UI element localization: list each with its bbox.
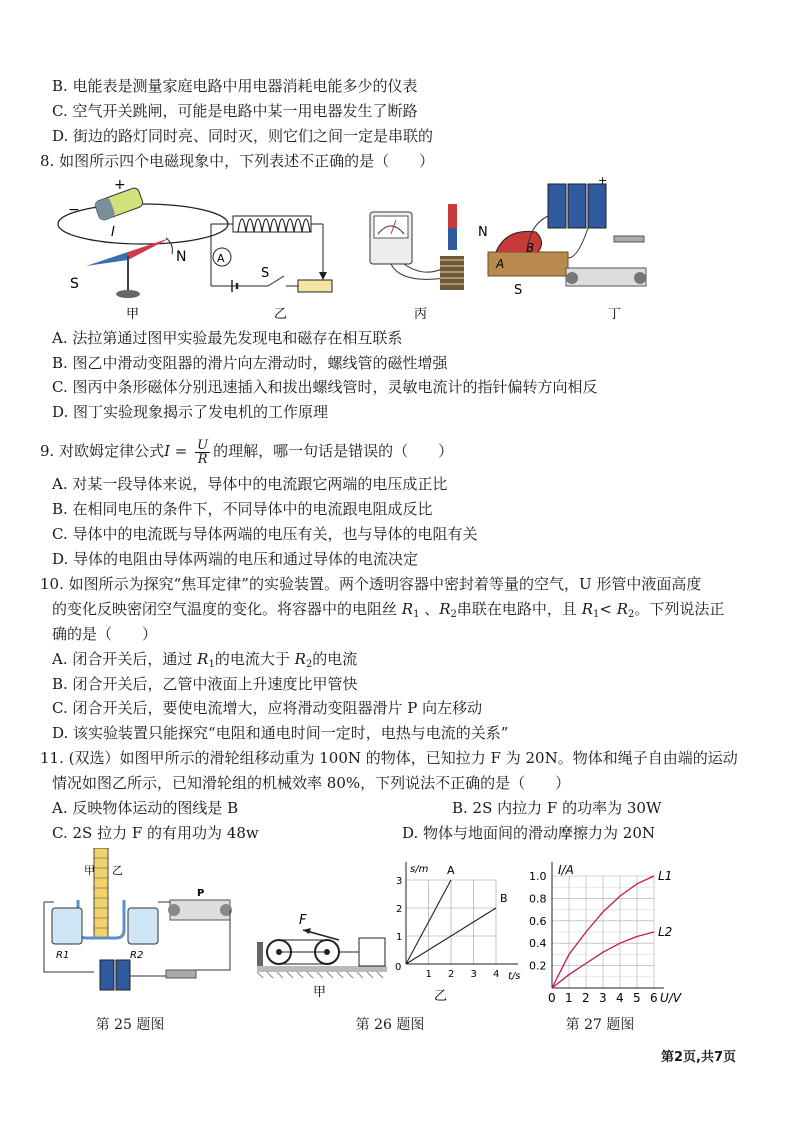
q10-a-r2-sub: 2	[305, 659, 313, 670]
iu-x-tick-5: 5	[633, 991, 641, 1004]
q10-r2-sub: 2	[450, 609, 457, 620]
q9-stem-post: 的理解，哪一句话是错误的（ ）	[213, 442, 454, 460]
q10-a-r1: R	[197, 650, 209, 668]
st-x-tick-1: 2	[448, 969, 455, 980]
q7-option-c: C. 空气开关跳闸，可能是电路中某一用电器发生了断路	[52, 102, 418, 120]
q10-a-r2: R	[294, 650, 306, 668]
iu-chart-grid	[552, 876, 654, 988]
q10-l2-mid2: 串联在电路中，且	[456, 600, 582, 618]
q8-option-c: C. 图丙中条形磁体分别迅速插入和拔出螺线管时，灵敏电流计的指针偏转方向相反	[52, 378, 598, 396]
q10-r2: R	[439, 600, 451, 618]
q10-stem-line3: 确的是（ ）	[52, 625, 158, 643]
q10-stem-line1: 10. 如图所示为探究“焦耳定律”的实验装置。两个透明容器中密封着等量的空气，U 形管中液面高度	[40, 575, 702, 593]
fig-bing-induction	[370, 204, 464, 320]
iu-x-tick-1: 1	[565, 991, 573, 1004]
q9-formula-fraction	[195, 439, 210, 466]
q9-formula-eq: =	[170, 442, 193, 460]
needle-n-label: N	[176, 249, 187, 265]
iu-y-tick-4: 1.0	[529, 870, 547, 883]
q10-r1-b: R	[581, 600, 593, 618]
fig26-yi-label: 乙	[434, 989, 448, 1004]
q8-stem: 8. 如图所示四个电磁现象中，下列表述不正确的是（ ）	[40, 152, 435, 170]
iu-series-label-L1: L1	[658, 869, 673, 883]
iu-x-axis-label: U/V	[660, 991, 682, 1004]
q11-option-d: D. 物体与地面间的滑动摩擦力为 20N	[402, 824, 656, 842]
st-y-tick-0: 1	[396, 932, 403, 943]
q10-r1-sub-b: 1	[592, 609, 600, 620]
iu-y-tick-0: 0.2	[529, 959, 547, 973]
st-chart-grid	[406, 880, 496, 964]
q10-stem-line2	[52, 599, 724, 625]
q7-option-d: D. 街边的路灯同时亮、同时灭，则它们之间一定是串联的	[52, 127, 434, 145]
fig27-iu-chart	[520, 854, 700, 1004]
fig25-joule-apparatus	[40, 848, 245, 998]
fig25-r1-label: R1	[56, 950, 70, 961]
q10-r1-sub: 1	[413, 609, 420, 620]
q10-option-d: D. 该实验装置只能探究“电阻和通电时间一定时，电热与电流的关系”	[52, 724, 509, 742]
q9-formula-numerator: U	[197, 437, 209, 453]
fig-ding-motor	[478, 176, 646, 320]
q9-option-b: B. 在相同电压的条件下，不同导体中的电流跟电阻成反比	[52, 500, 433, 518]
q10-l2-mid: 、	[419, 600, 440, 618]
q11-stem-line2: 情况如图乙所示，已知滑轮组的机械效率 80%，下列说法不正确的是（ ）	[52, 774, 571, 792]
st-x-tick-2: 3	[470, 969, 477, 980]
fig-label-yi: 乙	[274, 307, 288, 320]
q8-option-a: A. 法拉第通过图甲实验最先发现电和磁存在相互联系	[52, 329, 403, 347]
q9-formula-lhs: I	[164, 442, 171, 460]
iu-x-tick-3: 3	[599, 991, 607, 1004]
st-chart-labels	[395, 864, 521, 1004]
iu-x-tick-6: 6	[650, 991, 658, 1004]
q11-option-a: A. 反映物体运动的图线是 B	[52, 799, 239, 817]
magnet-s-label: S	[514, 283, 523, 298]
st-y-axis-label: s/m	[410, 864, 429, 875]
st-series-label-A: A	[447, 864, 455, 877]
battery-minus-label: −	[68, 202, 80, 218]
fig-label-jia: 甲	[126, 307, 140, 320]
q7-option-b: B. 电能表是测量家庭电路中用电器消耗电能多少的仪表	[52, 77, 418, 95]
fig26-pulley-system	[255, 900, 395, 1000]
fig25-p-label: P	[197, 888, 205, 899]
q9-option-d: D. 导体的电阻由导体两端的电压和通过导体的电流决定	[52, 550, 419, 568]
iu-series-label-L2: L2	[658, 925, 673, 939]
switch-s-label: S	[261, 266, 270, 281]
fig-yi-solenoid	[211, 216, 332, 320]
iu-y-axis-label: I/A	[558, 863, 574, 877]
q10-a-mid: 的电流大于	[214, 650, 295, 668]
page-footer: 第2页,共7页	[660, 1050, 736, 1065]
rod-a-label: A	[496, 257, 505, 271]
fig26-caption: 第 26 题图	[355, 1017, 425, 1033]
fig27-caption: 第 27 题图	[565, 1017, 635, 1033]
q9-stem-pre: 9. 对欧姆定律公式	[40, 442, 165, 460]
fig25-yi-label: 乙	[112, 864, 123, 877]
fig25-jia-label: 甲	[84, 864, 95, 877]
q10-l2-pre: 的变化反映密闭空气温度的变化。将容器中的电阻丝	[52, 600, 402, 618]
q10-a-r1-sub: 1	[208, 659, 215, 670]
st-y-tick-2: 3	[396, 876, 403, 887]
current-label: I	[111, 225, 115, 240]
q10-option-a	[52, 649, 357, 675]
q9-option-c: C. 导体中的电流既与导体两端的电压有关，也与导体的电阻有关	[52, 525, 478, 543]
st-series-label-B: B	[500, 892, 508, 905]
st-x-axis-label: t/s	[508, 971, 521, 982]
q8-option-b: B. 图乙中滑动变阻器的滑片向左滑动时，螺线管的磁性增强	[52, 354, 448, 372]
st-origin-label: 0	[395, 962, 402, 973]
q10-a-pre: A. 闭合开关后，通过	[52, 650, 198, 668]
fig-label-ding: 丁	[608, 307, 622, 320]
st-y-tick-1: 2	[396, 904, 403, 915]
ammeter-a-label: A	[217, 252, 225, 265]
q11-option-c: C. 2S 拉力 F 的有用功为 48w	[52, 824, 259, 842]
fig-jia-oersted	[58, 177, 228, 320]
q10-a-end: 的电流	[312, 650, 358, 668]
q10-lt: <	[599, 600, 617, 618]
q10-option-c: C. 闭合开关后，要使电流增大，应将滑动变阻器滑片 P 向左移动	[52, 699, 483, 717]
iu-y-tick-2: 0.6	[529, 914, 547, 928]
st-x-tick-3: 4	[493, 969, 500, 980]
fig26-st-chart	[392, 856, 532, 1004]
fig25-caption: 第 25 题图	[95, 1017, 165, 1033]
iu-y-tick-1: 0.4	[529, 937, 547, 951]
q11-stem-line1: 11. (双选）如图甲所示的滑轮组移动重为 100N 的物体，已知拉力 F 为 20N。物体和绳子自由端的运动	[40, 749, 738, 767]
q10-l2-end: 。下列说法正	[634, 600, 725, 618]
q10-r1: R	[401, 600, 414, 618]
iu-x-tick-2: 2	[582, 991, 590, 1004]
fig26-jia-label: 甲	[313, 985, 327, 1000]
iu-x-tick-0: 0	[548, 991, 556, 1004]
q11-option-b: B. 2S 内拉力 F 的功率为 30W	[452, 799, 662, 817]
battery-plus-label-2: +	[598, 176, 608, 187]
q8-figure-group	[48, 176, 688, 320]
q9-option-a: A. 对某一段导体来说，导体中的电流跟它两端的电压成正比	[52, 475, 448, 493]
fig26-force-f-label: F	[299, 913, 307, 928]
rod-b-label: B	[526, 241, 535, 255]
st-chart-axes	[406, 862, 518, 964]
magnet-n-label: N	[478, 225, 488, 240]
iu-y-tick-3: 0.8	[529, 892, 547, 906]
q10-r2-b: R	[616, 600, 628, 618]
q8-option-d: D. 图丁实验现象揭示了发电机的工作原理	[52, 403, 329, 421]
fig-label-bing: 丙	[414, 307, 428, 320]
q9-formula-denominator: R	[197, 451, 208, 467]
st-x-tick-0: 1	[425, 969, 432, 980]
fig25-r2-label: R2	[130, 950, 144, 961]
needle-s-label: S	[70, 276, 79, 292]
q10-option-b: B. 闭合开关后，乙管中液面上升速度比甲管快	[52, 675, 358, 693]
q10-r2-sub-b: 2	[628, 609, 635, 620]
battery-plus-label: +	[114, 177, 126, 193]
iu-x-tick-4: 4	[616, 991, 624, 1004]
q9-stem	[40, 436, 453, 466]
